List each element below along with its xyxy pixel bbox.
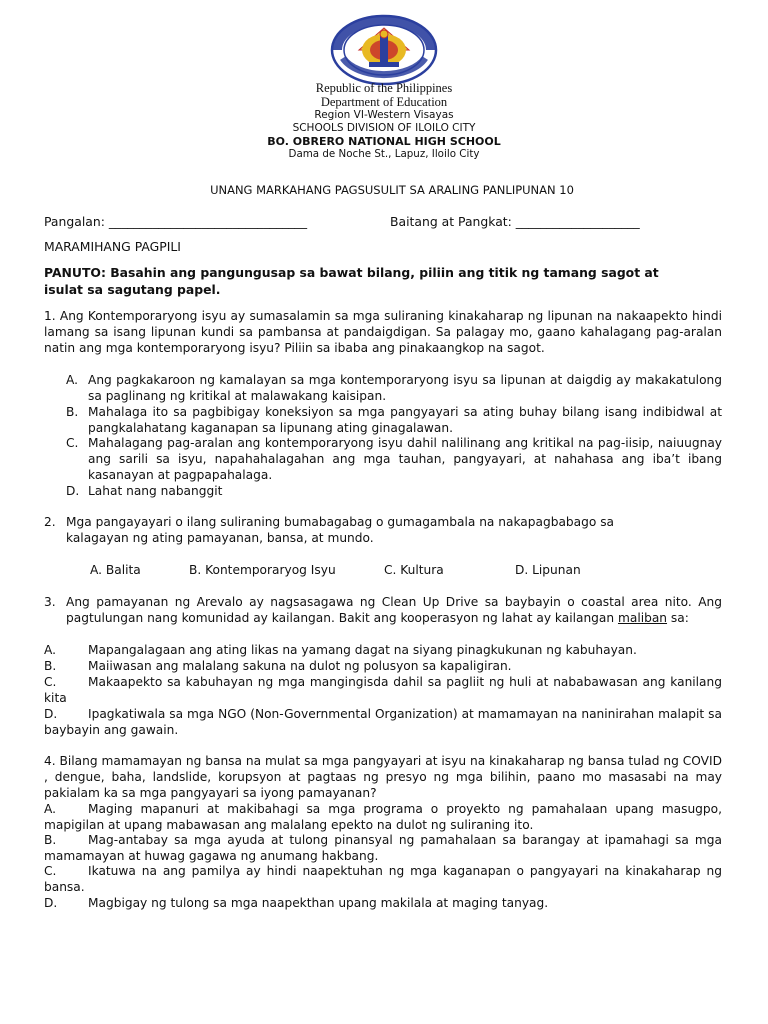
q1-option-b[interactable]: Mahalaga ito sa pagbibigay koneksiyon sa mga pangyayari sa ating buhay bilang isang indibidwal at pangkalahatang kaganapan sa lipunang ating ginagalawan. xyxy=(88,405,722,435)
q3-stem-end: sa: xyxy=(667,610,689,625)
q1-option-a-letter: A. xyxy=(66,373,78,387)
q1-option-c-letter: C. xyxy=(66,436,79,450)
q3-option-c-text: Makaapekto sa kabuhayan ng mga mangingisda dahil sa pagliit ng huli at nababawasan ang kanilang kita xyxy=(44,675,722,705)
q4-option-a[interactable] xyxy=(44,802,722,834)
q3-option-d[interactable] xyxy=(44,707,722,739)
q3-option-b-letter: B. xyxy=(44,659,57,673)
q3-option-a[interactable]: Mapangalagaan ang ating likas na yamang dagat na siyang pinagkukunan ng kabuhayan. xyxy=(88,643,637,657)
deped-seal-icon xyxy=(329,14,439,86)
q4-option-b-text: Mag-antabay sa mga ayuda at tulong pinansyal ng pamahalaan sa barangay at ipamahagi sa mga mamamayan at huwag gagawa ng anumang hakbang. xyxy=(44,833,722,863)
q3-stem-text: Ang pamayanan ng Arevalo ay nagsasagawa ng Clean Up Drive sa baybayin o coastal area nito. Ang pagtulungan nang komunidad ay kailangan. Bakit ang kooperasyon ng lahat ay kailangan xyxy=(66,595,722,625)
instructions-line-1: PANUTO: Basahin ang pangungusap sa bawat bilang, piliin ang titik ng tamang sagot at xyxy=(44,265,659,280)
q1-option-b-letter: B. xyxy=(66,405,79,419)
q3-stem-underlined: maliban xyxy=(617,610,668,625)
q2-stem-line-1: Mga pangayayari o ilang suliraning bumabagabag o gumagambala na nakapagbabago sa xyxy=(66,515,615,529)
exam-title: UNANG MARKAHANG PAGSUSULIT SA ARALING PANLIPUNAN 10 xyxy=(210,183,574,197)
q3-option-d-letter: D. xyxy=(44,707,58,721)
q3-option-c-letter: C. xyxy=(44,675,57,689)
q2-stem-line-2: kalagayan ng ating pamayanan, bansa, at mundo. xyxy=(66,531,374,545)
department-line: Department of Education xyxy=(320,95,448,109)
q3-option-d-text: Ipagkatiwala sa mga NGO (Non-Governmental Organization) at mamamayan na naninirahan malapit sa baybayin ang gawain. xyxy=(44,707,722,737)
name-field[interactable]: Pangalan: ________________________________ xyxy=(44,214,308,229)
q1-option-a[interactable]: Ang pagkakaroon ng kamalayan sa mga kontemporaryong isyu sa lipunan at daigdig ay makakatulong sa paglinang ng kritikal at malawakang kaisipan. xyxy=(88,373,722,403)
q2-option-b[interactable]: B. Kontemporaryog Isyu xyxy=(189,563,336,577)
q2-option-d[interactable]: D. Lipunan xyxy=(515,563,581,577)
school-address: Dama de Noche St., Lapuz, Iloilo City xyxy=(288,148,480,160)
q4-option-d[interactable]: Magbigay ng tulong sa mga naapekthan upang makilala at maging tanyag. xyxy=(88,896,549,910)
q2-option-c[interactable]: C. Kultura xyxy=(384,563,444,577)
division-line: SCHOOLS DIVISION OF ILOILO CITY xyxy=(292,122,476,134)
q1-option-d[interactable]: Lahat nang nabanggit xyxy=(88,484,223,498)
q3-option-b[interactable]: Maiiwasan ang malalang sakuna na dulot ng polusyon sa kapaligiran. xyxy=(88,659,512,673)
q1-option-d-letter: D. xyxy=(66,484,80,498)
q2-number: 2. xyxy=(44,515,56,529)
grade-section-field[interactable]: Baitang at Pangkat: ____________________ xyxy=(390,214,640,229)
section-title: MARAMIHANG PAGPILI xyxy=(44,239,181,254)
q4-option-b-letter: B. xyxy=(44,833,57,847)
q1-option-c[interactable]: Mahalagang pag-aralan ang kontemporaryong isyu dahil nalilinang ang kritikal na pag-iisip, naiuugnay ang sarili sa isyu, napahahalagahan ang mga tauhan, pangyayari, at nahahasa ang iba’t ibang kasanayan at pagpapahalaga. xyxy=(88,436,722,482)
q4-stem: 4. Bilang mamamayan ng bansa na mulat sa mga pangyayari at isyu na kinakaharap ng bansa tulad ng COVID , dengue, baha, landslide, korupsyon at pagtaas ng presyo ng mga bilihin, paano mo masasabi na may pakialam ka sa mga pangyayari sa iyong pamayanan? xyxy=(44,754,722,800)
region-line: Region VI-Western Visayas xyxy=(314,109,454,121)
q3-number: 3. xyxy=(44,595,56,609)
q1-stem: 1. Ang Kontemporaryong isyu ay sumasalamin sa mga suliraning kinakaharap ng lipunan na nakaapekto hindi lamang sa isang lipunan kundi sa pambansa at pandaigdigan. Sa palagay mo, gaano kahalagang pag-aralan natin ang mga kontemporaryong isyu? Piliin sa ibaba ang pinakaangkop na sagot. xyxy=(44,309,722,355)
q4-option-d-letter: D. xyxy=(44,896,58,910)
q4-option-c[interactable] xyxy=(44,864,722,896)
q4-option-c-text: Ikatuwa na ang pamilya ay hindi naapektuhan ng mga kaganapan o pangyayari na kinakaharap ng bansa. xyxy=(44,864,722,894)
school-name: BO. OBRERO NATIONAL HIGH SCHOOL xyxy=(267,135,501,148)
republic-line: Republic of the Philippines xyxy=(315,81,453,95)
q2-option-a[interactable]: A. Balita xyxy=(90,563,141,577)
q4-option-c-letter: C. xyxy=(44,864,57,878)
q3-stem xyxy=(66,595,722,627)
instructions-line-2: isulat sa sagutang papel. xyxy=(44,282,221,297)
q4-option-b[interactable] xyxy=(44,833,722,865)
q4-option-a-text: Maging mapanuri at makibahagi sa mga programa o proyekto ng pamahalaan upang masugpo, mapigilan at upang mabawasan ang malalang epekto na dulot ng suliraning ito. xyxy=(44,802,722,832)
q4-option-a-letter: A. xyxy=(44,802,56,816)
q3-option-c[interactable] xyxy=(44,675,722,707)
q3-option-a-letter: A. xyxy=(44,643,56,657)
